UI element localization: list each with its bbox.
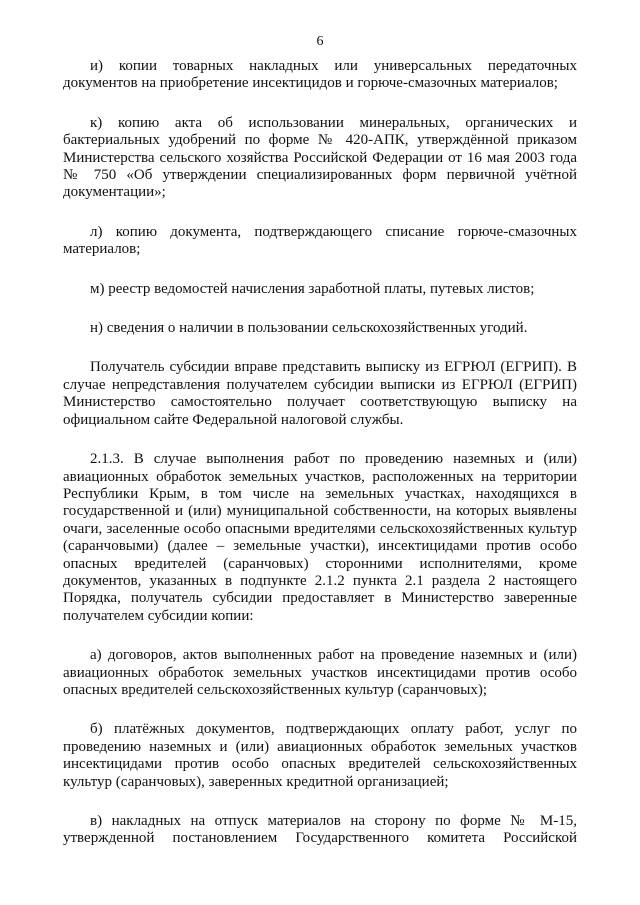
paragraph-clause-2-1-3: 2.1.3. В случае выполнения работ по проведению наземных и (или) авиационных обработок земельных участков, расположенных на территории Республики Крым, в том числе на земельных участках, находящихся в государственной и (или) муниципальной собственности, на которых выявлены очаги, заселенные особо опасными вредителями сельскохозяйственных культур (саранчовыми) (далее – земельные участки), инсектицидами против особо опасных вредителей (саранчовых) сторонними исполнителями, кроме документов, указанных в подпункте 2.1.2 пункта 2.1 раздела 2 настоящего Порядка, получатель субсидии предоставляет в Министерство заверенные получателем субсидии копии: [63, 451, 577, 624]
paragraph-item-b: б) платёжных документов, подтверждающих оплату работ, услуг по проведению наземных и (или) авиационных обработок земельных участков инсектицидами против особо опасных вредителей сельскохозяйственных культур (саранчовых), заверенных кредитной организацией; [63, 721, 577, 790]
paragraph-item-v: в) накладных на отпуск материалов на сторону по форме № М-15, утвержденной постановлением Государственного комитета Российской [63, 813, 577, 847]
paragraph-egrul: Получатель субсидии вправе представить выписку из ЕГРЮЛ (ЕГРИП). В случае непредставления получателем субсидии выписки из ЕГРЮЛ (ЕГРИП) Министерство самостоятельно получает соответствующую выписку на официальном сайте Федеральной налоговой службы. [63, 359, 577, 428]
document-body [63, 58, 577, 870]
page-number: 6 [316, 34, 324, 49]
paragraph-item-m: м) реестр ведомостей начисления заработной платы, путевых листов; [90, 280, 535, 297]
paragraph-item-n: н) сведения о наличии в пользовании сельскохозяйственных угодий. [90, 320, 528, 337]
paragraph-item-k: к) копию акта об использовании минеральных, органических и бактериальных удобрений по форме № 420-АПК, утверждённой приказом Министерства сельского хозяйства Российской Федерации от 16 мая 2003 года № 750 «Об утверждении специализированных форм первичной учётной документации»; [63, 114, 577, 201]
paragraph-item-l: л) копию документа, подтверждающего списание горюче-смазочных материалов; [63, 223, 577, 258]
paragraph-item-a: а) договоров, актов выполненных работ на проведение наземных и (или) авиационных обработок земельных участков инсектицидами против особо опасных вредителей сельскохозяйственных культур (саранчовых); [63, 647, 577, 698]
paragraph-item-i: и) копии товарных накладных или универсальных передаточных документов на приобретение инсектицидов и горюче-смазочных материалов; [63, 58, 577, 92]
